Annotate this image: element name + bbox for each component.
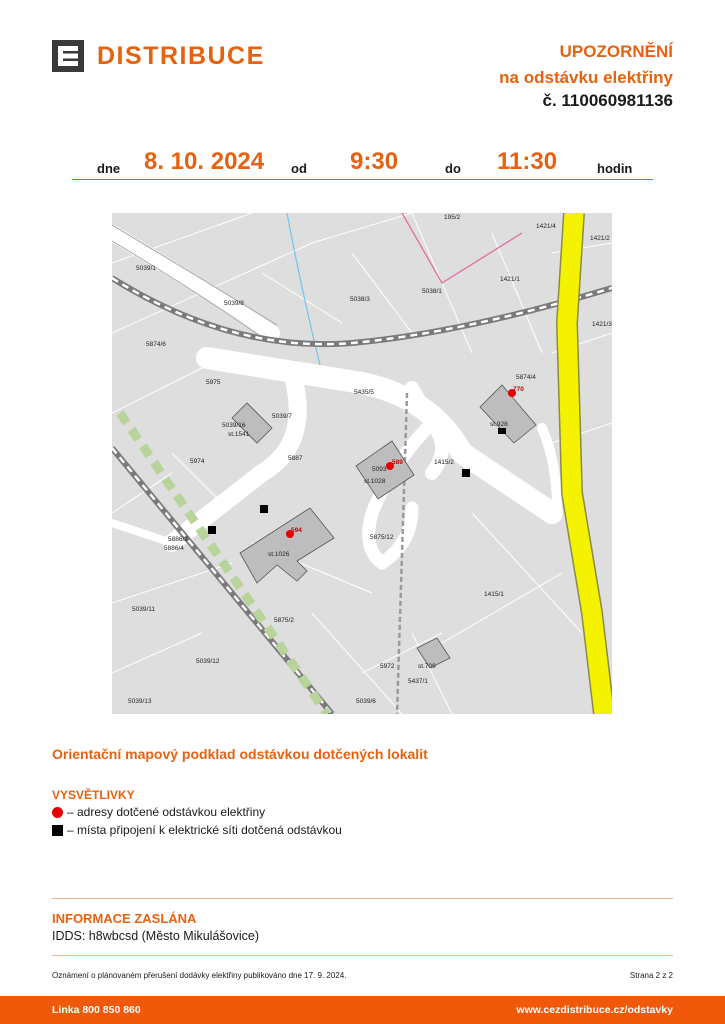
svg-text:5886/2: 5886/2 [168,536,188,543]
svg-text:5874/4: 5874/4 [516,374,536,381]
brand-name: DISTRIBUCE [97,42,265,70]
svg-text:5039/1: 5039/1 [136,265,156,272]
svg-text:5437/1: 5437/1 [408,678,428,685]
svg-text:1415/2: 1415/2 [434,459,454,466]
svg-text:5039/12: 5039/12 [196,658,220,665]
svg-text:5039/16: 5039/16 [222,422,246,429]
svg-text:st.1028: st.1028 [364,478,386,485]
map-caption: Orientační mapový podklad odstávkou dotčených lokalit [52,746,428,762]
legend-connection-text: – místa připojení k elektrické síti dotčená odstávkou [67,823,342,837]
page-number: Strana 2 z 2 [629,971,673,980]
legend-item-address [52,805,265,819]
svg-text:1421/3: 1421/3 [592,321,612,328]
svg-text:589: 589 [392,459,403,466]
hours-label: hodin [597,161,633,176]
notice-heading [499,39,673,91]
svg-text:5435/5: 5435/5 [354,389,374,396]
svg-text:5093: 5093 [372,466,387,473]
svg-text:5974: 5974 [190,458,205,465]
svg-text:5039/13: 5039/13 [128,698,152,705]
outage-start-time: 9:30 [350,148,399,175]
svg-text:5887: 5887 [288,455,303,462]
to-label: do [445,161,461,176]
svg-text:594: 594 [291,527,302,534]
svg-text:5875/12: 5875/12 [370,534,394,541]
svg-text:195/2: 195/2 [444,214,461,221]
section-divider [52,955,673,956]
red-dot-icon [52,807,63,818]
outage-map [112,213,612,714]
outage-date: 8. 10. 2024 [144,148,265,175]
info-title: INFORMACE ZASLÁNA [52,911,197,926]
date-divider [72,179,653,180]
svg-text:5038/3: 5038/3 [350,296,370,303]
date-label: dne [97,161,121,176]
svg-text:5039/7: 5039/7 [272,413,292,420]
idds-recipient: IDDS: h8wbcsd (Město Mikulášovice) [52,929,260,943]
footer-website-link[interactable]: www.cezdistribuce.cz/odstavky [516,1004,673,1016]
outage-end-time: 11:30 [497,148,558,175]
svg-text:5039/11: 5039/11 [132,606,156,613]
footer-phone: Linka 800 850 860 [52,1004,141,1016]
cez-logo-icon [52,40,84,72]
notice-number: č. 110060981136 [542,91,673,110]
legend-item-connection [52,823,342,837]
svg-text:1421/1: 1421/1 [500,276,520,283]
svg-text:1415/1: 1415/1 [484,591,504,598]
svg-text:5875/2: 5875/2 [274,617,294,624]
svg-text:st.1026: st.1026 [268,551,290,558]
section-divider [52,898,673,899]
svg-text:st.928: st.928 [490,421,508,428]
black-square-icon [52,825,63,836]
svg-text:5972: 5972 [380,663,395,670]
svg-text:5874/6: 5874/6 [146,341,166,348]
from-label: od [291,161,307,176]
notice-title-line2: na odstávku elektřiny [499,68,673,87]
svg-text:5886/4: 5886/4 [164,545,184,552]
svg-text:5039/8: 5039/8 [224,300,244,307]
svg-text:5975: 5975 [206,379,221,386]
svg-text:st.709: st.709 [418,663,436,670]
notice-title-line1: UPOZORNĚNÍ [559,42,673,61]
publication-note: Oznámení o plánovaném přerušení dodávky elektřiny publikováno dne 17. 9. 2024. [52,971,347,980]
svg-text:5038/1: 5038/1 [422,288,442,295]
legend-address-text: – adresy dotčené odstávkou elektřiny [67,805,266,819]
svg-text:st.1541: st.1541 [228,431,250,438]
svg-text:1421/2: 1421/2 [590,235,610,242]
legend-title: VYSVĚTLIVKY [52,788,135,802]
svg-text:5039/6: 5039/6 [356,698,376,705]
svg-text:1421/4: 1421/4 [536,223,556,230]
svg-text:770: 770 [513,386,524,393]
